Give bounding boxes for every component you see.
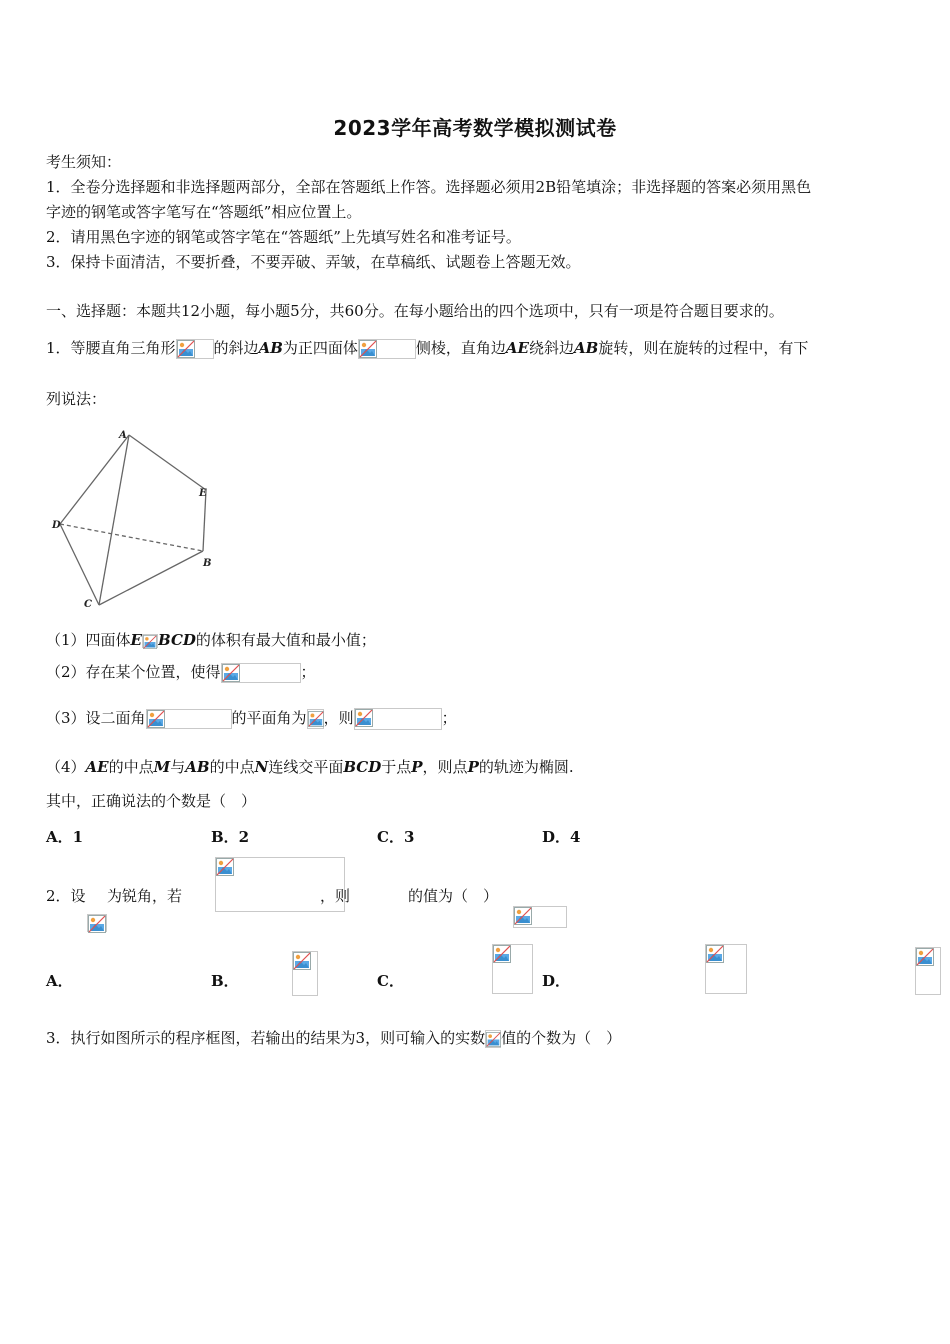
broken-image-icon bbox=[359, 340, 377, 358]
image-placeholder bbox=[176, 339, 214, 359]
broken-image-icon bbox=[486, 1031, 501, 1048]
broken-image-icon bbox=[706, 945, 724, 963]
statement-1: （1）四面体E BCD的体积有最大值和最小值； bbox=[46, 631, 376, 649]
tetrahedron-figure bbox=[46, 424, 226, 614]
question-2-t3: ，则 bbox=[320, 887, 351, 905]
image-placeholder bbox=[307, 709, 324, 729]
option-c[interactable]: C． bbox=[377, 972, 404, 990]
broken-image-icon bbox=[147, 710, 165, 728]
broken-image-icon bbox=[143, 635, 157, 649]
broken-image-icon bbox=[222, 664, 240, 682]
image-placeholder bbox=[358, 339, 416, 359]
image-placeholder bbox=[492, 944, 533, 994]
broken-image-icon bbox=[177, 340, 195, 358]
image-placeholder bbox=[146, 709, 232, 729]
statement-4: （4）AE的中点M与AB的中点N连线交平面BCD于点P，则点P的轨迹为椭圆. bbox=[46, 758, 574, 776]
statement-2: （2）存在某个位置，使得 ； bbox=[46, 663, 316, 681]
vertex-label-e: E bbox=[199, 488, 207, 499]
question-2-t4: 的值为（ ） bbox=[408, 887, 499, 905]
edge-eb bbox=[203, 490, 206, 551]
section-heading: 一、选择题：本题共12小题，每小题5分，共60分。在每小题给出的四个选项中，只有一项是符合题目要求的。 bbox=[46, 302, 784, 320]
edge-ac bbox=[99, 435, 129, 605]
image-placeholder bbox=[221, 663, 301, 683]
notice-item: 1．全卷分选择题和非选择题两部分，全部在答题纸上作答。选择题必须用2B铅笔填涂；非选择题的答案必须用黑色 bbox=[46, 178, 812, 196]
option-b[interactable]: B．2 bbox=[211, 828, 250, 846]
vertex-label-c: C bbox=[84, 599, 92, 610]
option-d[interactable]: D． bbox=[542, 972, 571, 990]
option-a[interactable]: A． bbox=[46, 972, 73, 990]
vertex-label-b: B bbox=[203, 558, 212, 569]
broken-image-icon bbox=[216, 858, 234, 876]
question-1-ask: 其中，正确说法的个数是（ ） bbox=[46, 792, 257, 810]
question-2-t1: 2．设 bbox=[46, 887, 86, 905]
notice-item: 3．保持卡面清洁，不要折叠，不要弄破、弄皱，在草稿纸、试题卷上答题无效。 bbox=[46, 253, 581, 271]
edge-cb bbox=[99, 551, 203, 605]
image-placeholder bbox=[142, 634, 158, 648]
broken-image-icon bbox=[355, 709, 373, 727]
image-placeholder bbox=[513, 906, 567, 928]
broken-image-icon bbox=[88, 915, 106, 933]
broken-image-icon bbox=[308, 710, 324, 728]
image-placeholder bbox=[292, 951, 318, 996]
page-title: 2023学年高考数学模拟测试卷 bbox=[333, 116, 617, 140]
option-c[interactable]: C．3 bbox=[377, 828, 415, 846]
question-3: 3．执行如图所示的程序框图，若输出的结果为3，则可输入的实数 值的个数为（ ） bbox=[46, 1029, 622, 1047]
question-1-line-2: 列说法： bbox=[46, 390, 107, 408]
edge-ad bbox=[60, 435, 129, 524]
broken-image-icon bbox=[293, 952, 311, 970]
image-placeholder bbox=[87, 914, 107, 932]
notice-item: 2．请用黑色字迹的钢笔或答字笔在“答题纸”上先填写姓名和准考证号。 bbox=[46, 228, 521, 246]
image-placeholder bbox=[354, 708, 442, 730]
question-1-line-1: 1．等腰直角三角形 的斜边AB为正四面体 侧棱，直角边AE绕斜边AB旋转，则在旋转的过程中，有下 bbox=[46, 339, 809, 357]
image-placeholder bbox=[485, 1030, 501, 1048]
option-b[interactable]: B． bbox=[211, 972, 239, 990]
statement-3: （3）设二面角 的平面角为 ，则 ； bbox=[46, 708, 457, 730]
image-placeholder bbox=[915, 947, 941, 995]
option-a[interactable]: A．1 bbox=[46, 828, 84, 846]
option-d[interactable]: D．4 bbox=[542, 828, 581, 846]
notice-item: 字迹的钢笔或答字笔写在“答题纸”相应位置上。 bbox=[46, 203, 362, 221]
broken-image-icon bbox=[514, 907, 532, 925]
vertex-label-d: D bbox=[52, 520, 61, 531]
edge-ae bbox=[129, 435, 206, 490]
broken-image-icon bbox=[916, 948, 934, 966]
edge-db bbox=[60, 524, 203, 551]
broken-image-icon bbox=[493, 945, 511, 963]
vertex-label-a: A bbox=[119, 430, 127, 441]
image-placeholder bbox=[705, 944, 747, 994]
question-2-t2: 为锐角，若 bbox=[107, 887, 183, 905]
notice-heading: 考生须知： bbox=[46, 153, 122, 171]
edge-dc bbox=[60, 524, 99, 605]
